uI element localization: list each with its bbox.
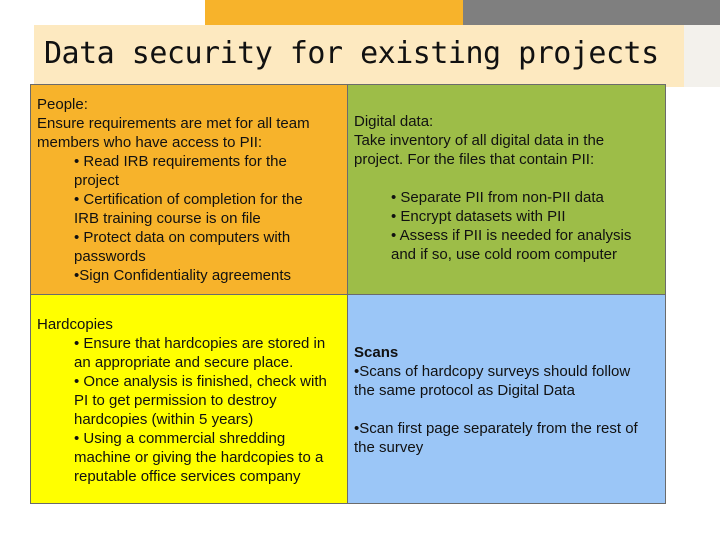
people-intro-line: Ensure requirements are met for all team: [37, 115, 310, 132]
digital-bullet-line: and if so, use cold room computer: [391, 246, 617, 263]
people-panel: [30, 84, 348, 295]
scans-heading: Scans: [354, 344, 399, 361]
scans-bullet-line: the survey: [354, 439, 424, 456]
people-bullet-line: project: [74, 172, 120, 189]
digital-heading: Digital data:: [354, 113, 434, 130]
people-bullet-line: • Read IRB requirements for the: [74, 153, 287, 170]
hardcopies-bullet-line: hardcopies (within 5 years): [74, 411, 254, 428]
scans-panel: [347, 294, 666, 504]
hardcopies-bullet-line: • Ensure that hardcopies are stored in: [74, 335, 326, 352]
hardcopies-heading: Hardcopies: [37, 316, 113, 333]
hardcopies-panel: [30, 294, 348, 504]
digital-intro-line: project. For the files that contain PII:: [354, 151, 595, 168]
hardcopies-bullet-line: • Once analysis is finished, check with: [74, 373, 327, 390]
hardcopies-bullet-line: PI to get permission to destroy: [74, 392, 277, 409]
people-bullet-line: •Sign Confidentiality agreements: [74, 267, 292, 284]
top-accent-bar-gray: [463, 0, 720, 25]
digital-intro-line: Take inventory of all digital data in the: [354, 132, 605, 149]
title-band-shadow: [684, 25, 720, 87]
top-accent-bar-yellow: [205, 0, 463, 25]
people-bullet-line: passwords: [74, 248, 146, 265]
spacer: [354, 169, 661, 188]
scans-bullet-line: the same protocol as Digital Data: [354, 382, 575, 399]
people-heading: People:: [37, 96, 88, 113]
scans-bullet-line: •Scans of hardcopy surveys should follow: [354, 363, 631, 380]
spacer: [354, 400, 661, 419]
hardcopies-bullet-line: an appropriate and secure place.: [74, 354, 294, 371]
hardcopies-bullet-line: reputable office services company: [74, 468, 301, 485]
people-bullet-line: IRB training course is on file: [74, 210, 261, 227]
people-bullet-line: • Certification of completion for the: [74, 191, 303, 208]
scans-bullet-line: •Scan first page separately from the rest of: [354, 420, 638, 437]
digital-data-panel: [347, 84, 666, 295]
people-bullet-line: • Protect data on computers with: [74, 229, 291, 246]
digital-bullet-line: • Separate PII from non-PII data: [391, 189, 604, 206]
slide-title: Data security for existing projects: [44, 36, 659, 71]
people-intro-line: members who have access to PII:: [37, 134, 263, 151]
hardcopies-bullet-line: • Using a commercial shredding: [74, 430, 286, 447]
digital-bullet-line: • Encrypt datasets with PII: [391, 208, 566, 225]
digital-bullet-line: • Assess if PII is needed for analysis: [391, 227, 632, 244]
hardcopies-bullet-line: machine or giving the hardcopies to a: [74, 449, 324, 466]
